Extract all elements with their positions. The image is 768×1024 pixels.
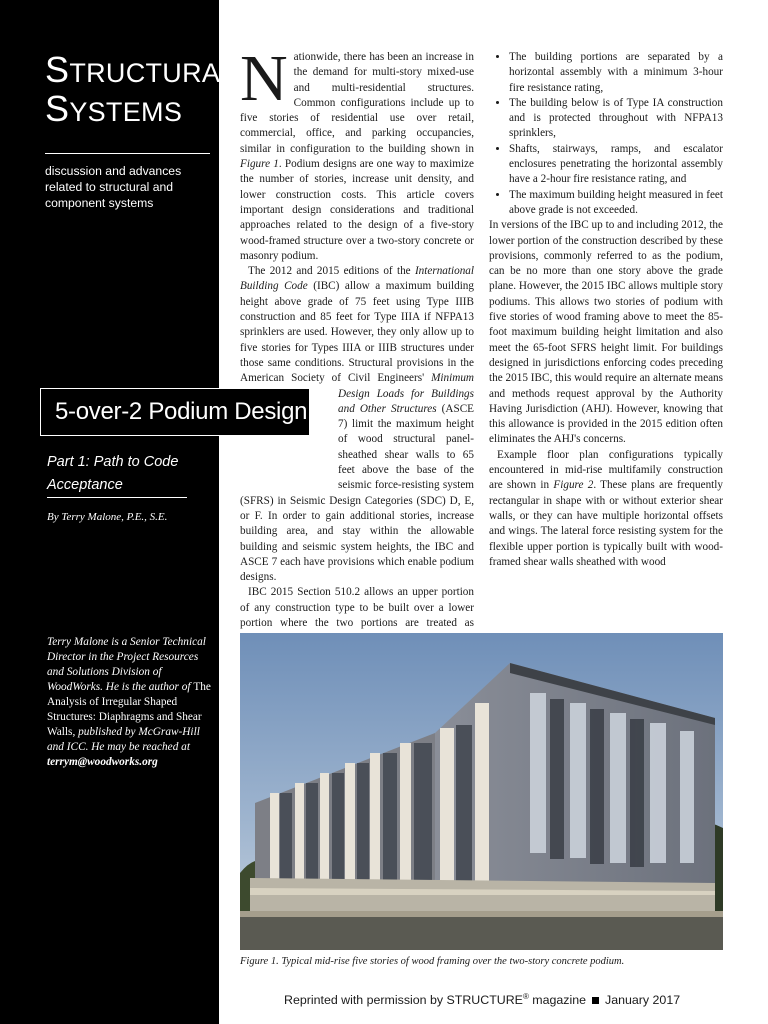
text: (ASCE 7) limit the maximum height of wood structural panel-sheathed shear walls to 65 feet above the base of the seismic force-resisting system (SFRS) in Seismic Design Categories (SDC) D, E, or F. In order to gain additional stories, increase building area, and stay within the allowable building and seismic system heights, the IBC and ASCE 7 each have provisions which enable podium designs. [240,402,474,584]
bio-book-title: The Analysis of Irregular Shaped Structures: Diaphragms and Shear Walls [47,681,211,738]
section-divider [45,153,210,154]
reprint-footer [284,992,680,1007]
sidebar [0,0,236,1024]
paragraph [489,448,723,570]
figure-ref: Figure 1 [240,158,279,171]
code-title: International Building Code [240,265,474,293]
section-title-word2: YSTEMS [69,97,183,127]
author-bio [47,635,212,770]
paragraph: In versions of the IBC up to and including 2012, the lower portion of the construction described by these provisions, commonly referred to as the podium, can be no more than one story above the grade plane. However, the 2015 IBC allows multiple story podiums. This allows two stories of podium with five stories of wood framing above to meet the 85-foot maximum building height limitation and also meet the 65-foot SFRS height limit. For buildings designed in jurisdictions enforcing codes preceding the 2015 IBC, this would require an alternate means and methods request approval by the Authority Having Jurisdiction (AHJ). However, knowing that this allowance is provided in the 2015 edition often eliminates the AHJ's concerns. [489,219,723,446]
building-photo [240,633,723,950]
article-subtitle: Part 1: Path to Code Acceptance [47,454,179,493]
text: Reprinted with permission by STRUCTURE [284,993,523,1008]
list-item: • The maximum building height measured in feet above grade is not exceeded. [509,188,723,219]
text: magazine [528,993,587,1008]
subtitle-divider [47,497,187,498]
list-item: • The building portions are separated by a horizontal assembly with a minimum 3-hour fire resistance rating, [509,50,723,96]
article-title-box [40,388,310,436]
body-column-1 [240,42,474,708]
section-title [45,49,236,130]
figure-caption: Figure 1. Typical mid-rise five stories of wood framing over the two-story concrete podium. [240,956,625,967]
text: (IBC) allow a maximum building height above grade of 75 feet using Type IIIB construction and 85 feet for Type IIIA if NFPA13 sprinklers are used. However, they only allow up to five stories for Types IIIA or IIIB structures under those same conditions. Structural provisions in the American Society of Civil Engineers' [240,280,474,385]
drop-cap: N [240,42,288,115]
section-title-initial: S [45,88,70,129]
standard-title: Minimum Design Loads for Buildings and Other Structures [338,372,474,415]
body-column-2 [489,50,723,570]
requirements-list [489,50,723,218]
text: The 2012 and 2015 editions of the [248,265,415,278]
text: . Podium designs are one way to maximize the number of stories, increase unit density, and lower construction costs. This article covers important design considerations and traditional approaches related to the design of a five-story wood-framed structure over a two-story concrete or masonry podium. [240,158,474,262]
author-email-link[interactable]: terrym@woodworks.org [47,756,158,768]
issue-date: January 2017 [605,993,681,1008]
registered-mark: ® [522,992,529,1001]
section-description: discussion and advances related to structural and component systems [45,164,182,210]
text: IBC 2015 Section 510.2 allows an upper portion of any construction type to be built over a lower portion where the two portions are treated as [240,586,474,629]
figure-ref: Figure 2 [553,479,594,492]
section-title-initial: S [45,49,70,90]
paragraph [240,42,474,264]
text: ationwide, there has been an increase in the demand for multi-story mixed-use and multi-residential structures. Common configurations include up to five stories of residential use over retail, commercial, office, and parking occupancies, similar in configuration to the building shown in [240,51,474,155]
text: Example floor plan configurations typically encountered in mid-rise multifamily construction are shown in [489,448,723,492]
section-title-word1: TRUCTURAL [69,58,236,88]
bio-text: Terry Malone is a Senior Technical Director in the Project Resources and Solutions Division of WoodWorks. He is the author of [47,636,206,693]
square-bullet-icon [592,997,599,1004]
list-item: • Shafts, stairways, ramps, and escalator enclosures penetrating the horizontal assembly have a 2-hour fire resistance rating, and [509,142,723,188]
bio-text: , published by McGraw-Hill and ICC. He may be reached at [47,726,200,753]
article-title: 5-over-2 Podium Design [55,398,308,425]
text: . These plans are frequently rectangular in shape with or without exterior shear walls, or they can have multiple horizontal offsets and wings. The lateral force resisting system for the flexible upper portion is typically built with wood-framed shear walls sheathed with wood [489,479,723,568]
list-item: • The building below is of Type IA construction and is protected throughout with NFPA13 sprinklers, [509,96,723,142]
byline: By Terry Malone, P.E., S.E. [47,511,168,523]
